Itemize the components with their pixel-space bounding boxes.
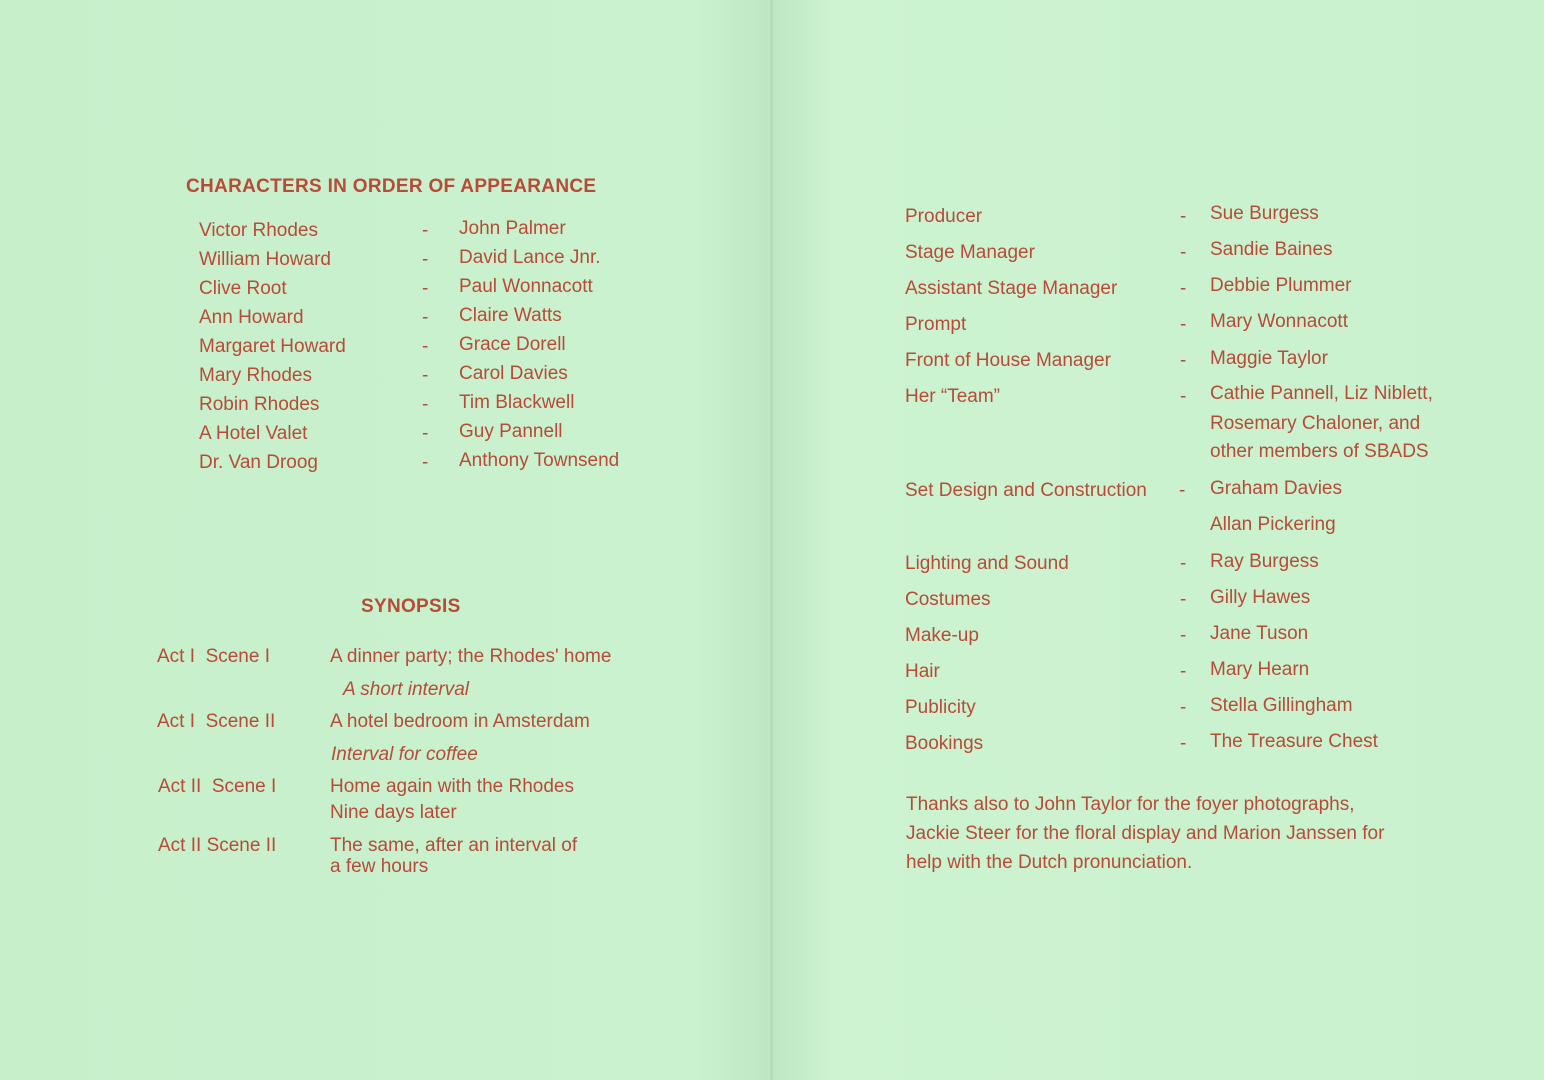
crew-role: Costumes [905, 589, 991, 610]
crew-role: Prompt [905, 314, 967, 335]
character-name: Ann Howard [199, 307, 304, 328]
crew-name-cont: Allan Pickering [1210, 514, 1336, 535]
actor-name: Carol Davies [459, 363, 568, 384]
scene-description: The same, after an interval of [330, 835, 578, 856]
actor-name: Guy Pannell [459, 421, 563, 442]
scene-description: Home again with the Rhodes [330, 776, 574, 797]
actor-name: Claire Watts [459, 305, 562, 326]
crew-name-cont: Rosemary Chaloner, and [1210, 413, 1421, 434]
crew-name: Sandie Baines [1210, 239, 1333, 260]
actor-name: Tim Blackwell [459, 392, 575, 413]
scene-act: Act I Scene I [157, 646, 270, 667]
crew-name: Jane Tuson [1210, 623, 1309, 644]
crew-name: Gilly Hawes [1210, 587, 1311, 608]
character-name: William Howard [199, 249, 331, 270]
actor-name: Grace Dorell [459, 334, 566, 355]
right-page [772, 0, 1544, 1080]
characters-heading: CHARACTERS IN ORDER OF APPEARANCE [186, 176, 597, 197]
separator-dash: - [1180, 661, 1187, 682]
separator-dash: - [422, 249, 429, 270]
crew-role: Assistant Stage Manager [905, 278, 1118, 299]
character-name: Robin Rhodes [199, 394, 320, 415]
separator-dash: - [1180, 206, 1187, 227]
separator-dash: - [422, 336, 429, 357]
crew-role: Stage Manager [905, 242, 1035, 263]
separator-dash: - [1180, 386, 1187, 407]
scene-description: A hotel bedroom in Amsterdam [330, 711, 590, 732]
scene-note: A short interval [343, 679, 470, 700]
separator-dash: - [1180, 733, 1187, 754]
scene-act: Act II Scene I [158, 776, 277, 797]
crew-name: Stella Gillingham [1210, 695, 1353, 716]
separator-dash: - [422, 452, 429, 473]
scene-act: Act I Scene II [157, 711, 276, 732]
separator-dash: - [1179, 480, 1186, 501]
scene-note: Interval for coffee [331, 744, 478, 765]
crew-name: Cathie Pannell, Liz Niblett, [1210, 383, 1433, 404]
crew-role: Bookings [905, 733, 984, 754]
separator-dash: - [1180, 278, 1187, 299]
separator-dash: - [422, 307, 429, 328]
scene-description: A dinner party; the Rhodes' home [330, 646, 612, 667]
crew-role: Producer [905, 206, 983, 227]
acknowledgement-line: Thanks also to John Taylor for the foyer photographs, [906, 794, 1355, 815]
separator-dash: - [422, 423, 429, 444]
crew-role: Front of House Manager [905, 350, 1111, 371]
acknowledgement-line: help with the Dutch pronunciation. [906, 852, 1193, 873]
crew-role: Set Design and Construction [905, 480, 1147, 501]
separator-dash: - [422, 365, 429, 386]
separator-dash: - [1180, 553, 1187, 574]
separator-dash: - [1180, 350, 1187, 371]
character-name: Dr. Van Droog [199, 452, 318, 473]
acknowledgement-line: Jackie Steer for the floral display and Marion Janssen for [906, 823, 1385, 844]
crew-name: Sue Burgess [1210, 203, 1319, 224]
separator-dash: - [1180, 314, 1187, 335]
crew-name: Graham Davies [1210, 478, 1342, 499]
scene-description-cont: Nine days later [330, 802, 457, 823]
acknowledgements [906, 790, 1384, 877]
scene-act: Act II Scene II [158, 835, 277, 856]
actor-name: Paul Wonnacott [459, 276, 593, 297]
separator-dash: - [1180, 589, 1187, 610]
page-fold [770, 0, 773, 1080]
character-name: Margaret Howard [199, 336, 346, 357]
actor-name: David Lance Jnr. [459, 247, 601, 268]
crew-name: Mary Wonnacott [1210, 311, 1348, 332]
crew-role: Hair [905, 661, 940, 682]
separator-dash: - [1180, 697, 1187, 718]
crew-name: Debbie Plummer [1210, 275, 1352, 296]
crew-role: Make-up [905, 625, 979, 646]
scene-description-cont: a few hours [330, 856, 429, 877]
crew-name: Ray Burgess [1210, 551, 1319, 572]
separator-dash: - [422, 278, 429, 299]
separator-dash: - [422, 394, 429, 415]
character-name: Mary Rhodes [199, 365, 312, 386]
crew-name: Mary Hearn [1210, 659, 1310, 680]
separator-dash: - [422, 220, 429, 241]
character-name: Clive Root [199, 278, 287, 299]
separator-dash: - [1180, 625, 1187, 646]
crew-name-cont: other members of SBADS [1210, 441, 1429, 462]
crew-name: The Treasure Chest [1210, 731, 1378, 752]
character-name: A Hotel Valet [199, 423, 308, 444]
synopsis-heading: SYNOPSIS [361, 596, 461, 617]
crew-role: Her “Team” [905, 386, 1001, 407]
character-name: Victor Rhodes [199, 220, 318, 241]
crew-role: Lighting and Sound [905, 553, 1069, 574]
separator-dash: - [1180, 242, 1187, 263]
crew-name: Maggie Taylor [1210, 348, 1328, 369]
actor-name: John Palmer [459, 218, 566, 239]
actor-name: Anthony Townsend [459, 450, 620, 471]
crew-role: Publicity [905, 697, 976, 718]
